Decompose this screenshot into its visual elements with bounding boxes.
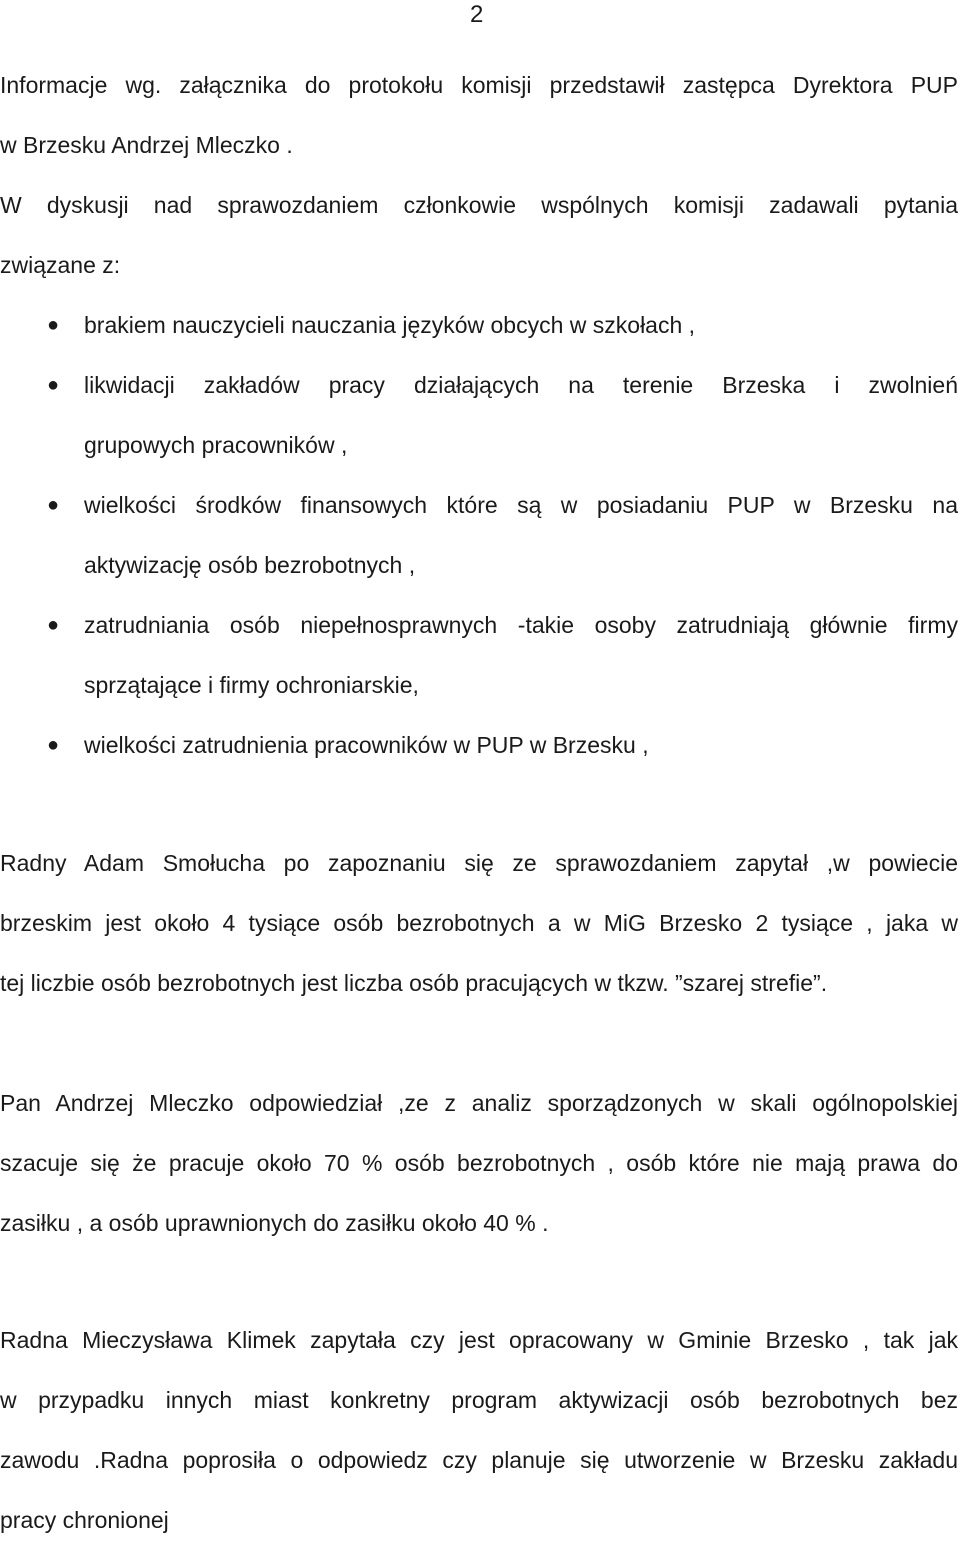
discussion-paragraph: [0, 175, 958, 295]
bullet-icon: ●: [47, 494, 60, 516]
list-item: [0, 295, 958, 355]
page-number: 2: [470, 1, 484, 28]
mleczko-paragraph: [0, 1073, 958, 1253]
list-item: [0, 355, 958, 475]
questions-list: [0, 295, 958, 775]
klimek-line-4: pracy chronionej: [0, 1507, 169, 1533]
mleczko-line-1: Pan Andrzej Mleczko odpowiedział ,ze z analiz sporządzonych w skali ogólnopolskiej: [0, 1090, 958, 1116]
discussion-line-2: związane z:: [0, 252, 121, 278]
intro-line-1: Informacje wg. załącznika do protokołu komisji przedstawił zastępca Dyrektora PUP: [0, 72, 958, 98]
smolucha-line-1: Radny Adam Smołucha po zapoznaniu się ze sprawozdaniem zapytał ,w powiecie: [0, 850, 958, 876]
list-item-line: grupowych pracowników ,: [84, 432, 348, 458]
list-item: [0, 715, 958, 775]
klimek-line-1: Radna Mieczysława Klimek zapytała czy jest opracowany w Gminie Brzesko , tak jak: [0, 1327, 958, 1353]
list-item: [0, 595, 958, 715]
smolucha-line-2: brzeskim jest około 4 tysiące osób bezrobotnych a w MiG Brzesko 2 tysiące , jaka w: [0, 910, 958, 936]
klimek-line-2: w przypadku innych miast konkretny program aktywizacji osób bezrobotnych bez: [0, 1387, 958, 1413]
list-item-line: sprzątające i firmy ochroniarskie,: [84, 672, 419, 698]
klimek-paragraph: [0, 1310, 958, 1550]
klimek-line-3: zawodu .Radna poprosiła o odpowiedz czy planuje się utworzenie w Brzesku zakładu: [0, 1447, 958, 1473]
bullet-icon: ●: [47, 734, 60, 756]
bullet-icon: ●: [47, 374, 60, 396]
discussion-line-1: W dyskusji nad sprawozdaniem członkowie wspólnych komisji zadawali pytania: [0, 192, 958, 218]
list-item-line: likwidacji zakładów pracy działających na terenie Brzeska i zwolnień: [84, 372, 958, 398]
list-item-line: wielkości zatrudnienia pracowników w PUP w Brzesku ,: [84, 732, 649, 758]
list-item: [0, 475, 958, 595]
mleczko-line-2: szacuje się że pracuje około 70 % osób bezrobotnych , osób które nie mają prawa do: [0, 1150, 958, 1176]
mleczko-line-3: zasiłku , a osób uprawnionych do zasiłku około 40 % .: [0, 1210, 549, 1236]
smolucha-line-3: tej liczbie osób bezrobotnych jest liczba osób pracujących w tkzw. ”szarej strefie”.: [0, 970, 828, 996]
bullet-icon: ●: [47, 314, 60, 336]
list-item-line: zatrudniania osób niepełnosprawnych -takie osoby zatrudniają głównie firmy: [84, 612, 958, 638]
list-item-line: brakiem nauczycieli nauczania języków obcych w szkołach ,: [84, 312, 696, 338]
list-item-line: aktywizację osób bezrobotnych ,: [84, 552, 416, 578]
smolucha-paragraph: [0, 833, 958, 1013]
list-item-line: wielkości środków finansowych które są w posiadaniu PUP w Brzesku na: [84, 492, 958, 518]
bullet-icon: ●: [47, 614, 60, 636]
intro-paragraph: [0, 55, 958, 175]
intro-line-2: w Brzesku Andrzej Mleczko .: [0, 132, 293, 158]
